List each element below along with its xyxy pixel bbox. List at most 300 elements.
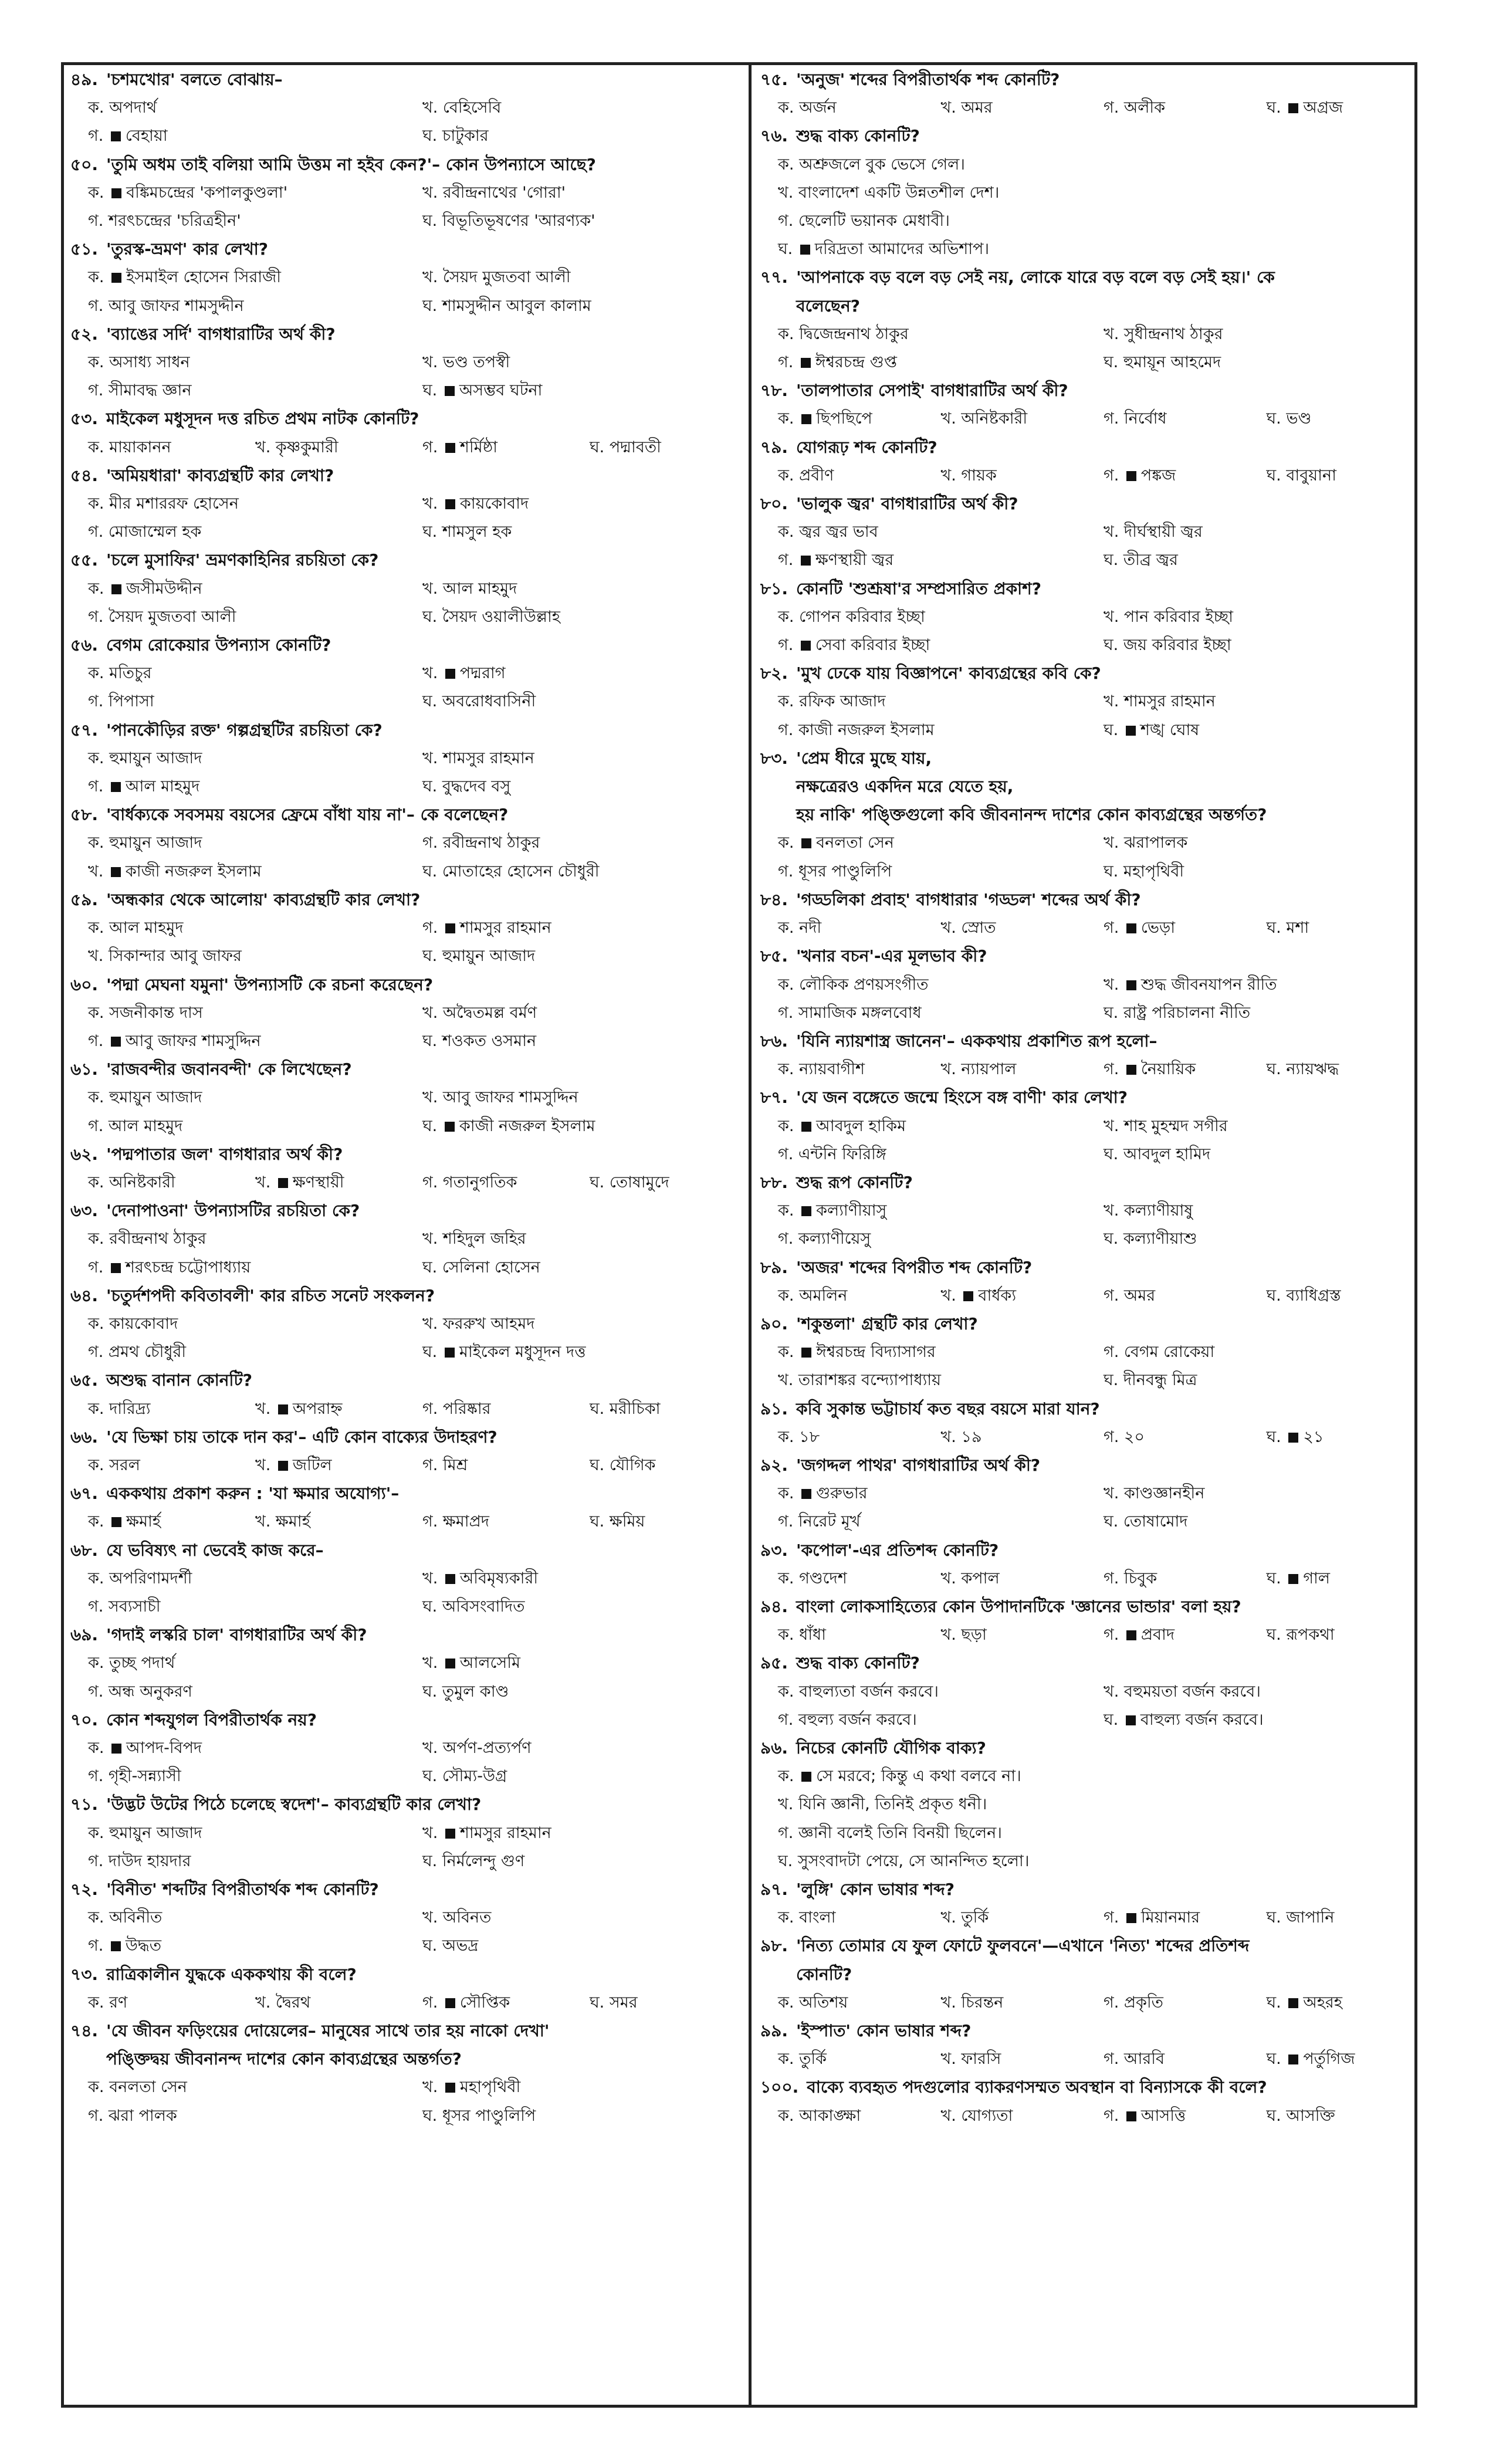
answer-option bbox=[760, 546, 1086, 574]
question-text bbox=[796, 1932, 1412, 1988]
question-text bbox=[796, 744, 1412, 830]
option-text: সৈয়দ মুজতবা আলী bbox=[442, 268, 571, 287]
option-label: ঘ. bbox=[422, 607, 438, 626]
question-item bbox=[70, 1282, 739, 1367]
option-text: অর্জন bbox=[799, 99, 837, 117]
question-text-line: 'পানকৌড়ির রক্ত' গল্পগ্রন্থটির রচয়িতা কে? bbox=[106, 720, 383, 740]
option-text: ন্যায়বাগীশ bbox=[799, 1060, 865, 1079]
option-text: কায়কোবাদ bbox=[109, 1314, 178, 1333]
option-text: আবু জাফর শামসুদ্দীন bbox=[108, 296, 244, 315]
correct-answer-mark-icon bbox=[111, 1744, 121, 1754]
question-number: ৫৯. bbox=[70, 889, 98, 909]
option-text: সজনীকান্ত দাস bbox=[109, 1003, 203, 1022]
option-label: ক. bbox=[88, 1654, 104, 1673]
correct-answer-mark-icon bbox=[111, 273, 121, 283]
question-number: ৭৫. bbox=[760, 70, 788, 89]
option-label: ক. bbox=[88, 664, 104, 683]
option-text: দীর্ঘস্থায়ী জ্বর bbox=[1123, 523, 1203, 541]
option-row bbox=[70, 1678, 739, 1706]
question-number: ৯৭. bbox=[760, 1880, 788, 1899]
question-text bbox=[106, 546, 739, 574]
question-number: ৯৯. bbox=[760, 2021, 788, 2041]
option-row bbox=[70, 1762, 739, 1791]
option-label: গ. bbox=[1104, 2050, 1119, 2069]
option-row bbox=[70, 1027, 739, 1055]
option-text: কল্যাণীয়েসু bbox=[798, 1230, 871, 1248]
option-text: অনিষ্টকারী bbox=[109, 1173, 175, 1192]
option-label: গ. bbox=[1104, 1993, 1119, 2012]
question-number: ৪৯. bbox=[70, 70, 98, 89]
option-row bbox=[70, 1310, 739, 1338]
answer-option bbox=[405, 2102, 739, 2130]
question-text bbox=[106, 716, 739, 744]
correct-answer-mark-icon bbox=[1126, 726, 1136, 736]
option-text: সব্যসাচী bbox=[108, 1597, 161, 1616]
option-text: অমর bbox=[961, 99, 993, 117]
answer-option bbox=[1086, 858, 1412, 886]
option-label: ঘ. bbox=[422, 1031, 438, 1050]
answer-option bbox=[1086, 1706, 1412, 1734]
option-label: খ. bbox=[422, 664, 438, 683]
option-row bbox=[70, 179, 739, 207]
answer-option bbox=[760, 829, 1086, 857]
option-text: দ্বিজেন্দ্রনাথ ঠাকুর bbox=[799, 324, 909, 343]
correct-answer-mark-icon bbox=[111, 782, 121, 792]
option-text: মিশ্র bbox=[442, 1456, 468, 1474]
answer-option bbox=[70, 575, 405, 603]
option-row bbox=[70, 94, 739, 122]
answer-option bbox=[572, 434, 739, 462]
option-label: ক. bbox=[88, 1823, 104, 1842]
question-text bbox=[796, 2017, 1412, 2045]
question-text-line: যোগরূঢ় শব্দ কোনটি? bbox=[796, 437, 937, 457]
option-row bbox=[70, 829, 739, 857]
option-text: আবদুল হাকিম bbox=[816, 1116, 906, 1135]
option-label: খ. bbox=[422, 183, 438, 202]
right-question-column bbox=[760, 66, 1412, 2130]
question-stem bbox=[760, 1536, 1412, 1565]
option-label: ক. bbox=[88, 1456, 104, 1474]
question-item bbox=[70, 66, 739, 151]
answer-option bbox=[70, 1112, 405, 1140]
answer-option bbox=[70, 1565, 405, 1593]
option-text: প্রমথ চৌধুরী bbox=[108, 1343, 187, 1362]
answer-option bbox=[70, 122, 405, 150]
answer-option bbox=[405, 914, 739, 942]
option-text: ক্ষণস্থায়ী bbox=[292, 1173, 344, 1192]
option-text: সে মরবে; কিন্তু এ কথা বলবে না। bbox=[816, 1767, 1021, 1786]
answer-option bbox=[405, 263, 739, 292]
question-item bbox=[70, 1480, 739, 1536]
option-text: অশ্রুজলে বুক ভেসে গেল। bbox=[799, 155, 965, 174]
question-text bbox=[796, 122, 1412, 150]
answer-option bbox=[1249, 1423, 1412, 1451]
answer-option bbox=[405, 1508, 572, 1536]
option-text: আল মাহমুদ bbox=[442, 579, 517, 598]
option-row bbox=[70, 575, 739, 603]
answer-option bbox=[70, 1508, 238, 1536]
question-item bbox=[760, 263, 1412, 377]
question-item bbox=[760, 1395, 1412, 1451]
question-text-line: 'চতুর্দশপদী কবিতাবলী' কার রচিত সনেট সংকলন? bbox=[106, 1285, 435, 1305]
answer-option bbox=[405, 2073, 739, 2101]
question-text bbox=[796, 942, 1412, 970]
answer-option bbox=[760, 1565, 923, 1593]
question-stem bbox=[760, 1593, 1412, 1621]
option-label: ঘ. bbox=[590, 1993, 605, 2012]
question-text bbox=[796, 659, 1412, 688]
question-text bbox=[106, 1961, 739, 1989]
option-text: কাজী নজরুল ইসলাম bbox=[459, 1116, 595, 1135]
answer-option bbox=[760, 1508, 1086, 1536]
option-text: অসাধ্য সাধন bbox=[109, 353, 190, 372]
option-label: ঘ. bbox=[422, 1937, 438, 1955]
option-label: খ. bbox=[940, 1908, 956, 1927]
question-number: ৮৯. bbox=[760, 1257, 788, 1277]
question-number: ৫০. bbox=[70, 154, 99, 174]
option-row bbox=[760, 1112, 1412, 1140]
option-label: ঘ. bbox=[590, 1173, 605, 1192]
question-text-line: 'অমিয়ধারা' কাব্যগ্রন্থটি কার লেখা? bbox=[106, 465, 334, 485]
option-text: নিরেট মূর্খ bbox=[798, 1512, 861, 1531]
correct-answer-mark-icon bbox=[278, 1178, 288, 1188]
option-row bbox=[70, 1989, 739, 2017]
option-text: অগ্রজ bbox=[1303, 99, 1343, 117]
option-label: খ. bbox=[940, 409, 956, 428]
question-number: ৫১. bbox=[70, 239, 98, 259]
answer-option bbox=[70, 348, 405, 377]
question-text-line: 'চলে মুসাফির' ভ্রমণকাহিনির রচয়িতা কে? bbox=[106, 550, 379, 570]
question-item bbox=[70, 151, 739, 236]
question-stem bbox=[760, 1451, 1412, 1480]
question-number: ৭০. bbox=[70, 1710, 99, 1729]
option-label: খ. bbox=[1104, 1682, 1119, 1701]
question-stem bbox=[760, 1734, 1412, 1762]
correct-answer-mark-icon bbox=[801, 1348, 811, 1358]
question-text-line: 'শকুন্তলা' গ্রন্থটি কার লেখা? bbox=[796, 1314, 978, 1333]
option-label: গ. bbox=[88, 1116, 104, 1135]
option-text: ভণ্ড bbox=[1286, 409, 1312, 428]
option-text: রণ bbox=[109, 1993, 128, 2012]
option-text: রবীন্দ্রনাথ ঠাকুর bbox=[109, 1230, 207, 1248]
option-row bbox=[760, 1282, 1412, 1310]
option-row bbox=[70, 1593, 739, 1621]
answer-option bbox=[760, 1847, 1412, 1876]
question-item bbox=[760, 2073, 1412, 2130]
answer-option bbox=[1249, 1055, 1412, 1084]
question-text-line: 'রাজবন্দীর জবানবন্দী' কে লিখেছেন? bbox=[106, 1060, 352, 1079]
option-text: মিয়ানমার bbox=[1140, 1908, 1200, 1927]
correct-answer-mark-icon bbox=[445, 1998, 455, 2008]
question-stem bbox=[760, 1254, 1412, 1282]
question-item bbox=[70, 631, 739, 716]
option-label: খ. bbox=[88, 947, 104, 966]
option-row bbox=[760, 320, 1412, 348]
option-label: ঘ. bbox=[422, 1597, 438, 1616]
answer-option bbox=[760, 179, 1412, 207]
option-text: ন্যায়ঋদ্ধ bbox=[1286, 1060, 1339, 1079]
option-text: পরিষ্কার bbox=[442, 1399, 491, 1418]
option-label: গ. bbox=[1104, 1286, 1119, 1305]
option-label: ঘ. bbox=[422, 212, 438, 231]
question-stem bbox=[70, 631, 739, 659]
option-text: জয় করিবার ইচ্ছা bbox=[1123, 636, 1231, 655]
question-item bbox=[70, 1706, 739, 1791]
option-row bbox=[70, 688, 739, 716]
question-stem bbox=[70, 1055, 739, 1084]
option-text: অভদ্র bbox=[442, 1937, 479, 1955]
option-row bbox=[760, 829, 1412, 857]
option-text: মাইকেল মধুসূদন দত্ত bbox=[459, 1343, 586, 1362]
question-stem bbox=[760, 2073, 1412, 2101]
option-label: খ. bbox=[1104, 607, 1119, 626]
option-text: ১৮ bbox=[799, 1427, 820, 1446]
option-text: জটিল bbox=[292, 1456, 332, 1474]
option-label: ক. bbox=[88, 1908, 104, 1927]
question-number: ৬২. bbox=[70, 1144, 99, 1164]
correct-answer-mark-icon bbox=[1126, 1913, 1136, 1923]
question-text bbox=[796, 1593, 1412, 1621]
question-stem bbox=[70, 716, 739, 744]
option-label: ক. bbox=[778, 1116, 794, 1135]
option-row bbox=[70, 1225, 739, 1253]
option-text: বেহায়া bbox=[125, 127, 168, 145]
question-text bbox=[106, 2017, 739, 2073]
correct-answer-mark-icon bbox=[445, 669, 455, 679]
option-text: অপদার্থ bbox=[109, 99, 157, 117]
option-label: গ. bbox=[88, 212, 104, 231]
option-text: কল্যাণীয়াষু bbox=[1123, 1201, 1193, 1220]
answer-option bbox=[70, 1225, 405, 1253]
question-number: ৬৭. bbox=[70, 1484, 99, 1504]
option-text: আপদ-বিপদ bbox=[126, 1738, 202, 1757]
option-label: খ. bbox=[940, 1626, 956, 1644]
option-text: ধাঁধা bbox=[799, 1626, 827, 1644]
option-text: মহাপৃথিবী bbox=[1123, 862, 1184, 881]
option-row bbox=[70, 858, 739, 886]
question-number: ৭৯. bbox=[760, 437, 788, 457]
question-stem bbox=[70, 1366, 739, 1395]
option-text: ধূসর পাণ্ডুলিপি bbox=[798, 862, 892, 881]
correct-answer-mark-icon bbox=[278, 1461, 288, 1471]
answer-option bbox=[70, 1451, 238, 1480]
question-number: ৯৩. bbox=[760, 1540, 788, 1560]
option-text: সৌম্য-উগ্র bbox=[442, 1767, 507, 1786]
answer-option bbox=[70, 1819, 405, 1847]
option-label: খ. bbox=[422, 1003, 438, 1022]
option-label: খ. bbox=[422, 579, 438, 598]
option-text: ইসমাইল হোসেন সিরাজী bbox=[126, 268, 281, 287]
option-text: ২০ bbox=[1123, 1427, 1145, 1446]
option-row bbox=[760, 518, 1412, 546]
option-text: সুধীন্দ্রনাথ ঠাকুর bbox=[1123, 324, 1223, 343]
option-row bbox=[70, 1734, 739, 1762]
answer-option bbox=[1086, 1282, 1249, 1310]
answer-option bbox=[238, 1169, 405, 1197]
option-text: মোজাম্মেল হক bbox=[108, 523, 202, 541]
option-label: ঘ. bbox=[1104, 1371, 1119, 1390]
question-stem bbox=[70, 1961, 739, 1989]
question-number: ৯০. bbox=[760, 1314, 788, 1333]
answer-option bbox=[405, 1451, 572, 1480]
option-row bbox=[70, 1847, 739, 1876]
option-label: ক. bbox=[778, 1343, 794, 1362]
correct-answer-mark-icon bbox=[1126, 2111, 1136, 2121]
option-label: ঘ. bbox=[422, 523, 438, 541]
answer-option bbox=[70, 1338, 405, 1366]
option-text: ধূসর পাণ্ডুলিপি bbox=[442, 2106, 536, 2125]
option-row bbox=[760, 1904, 1412, 1932]
option-text: প্রকৃতি bbox=[1123, 1993, 1163, 2012]
answer-option bbox=[923, 1423, 1087, 1451]
option-text: মায়াকানন bbox=[109, 438, 171, 456]
answer-option bbox=[1086, 94, 1249, 122]
option-text: বনলতা সেন bbox=[816, 834, 894, 852]
option-row bbox=[760, 631, 1412, 659]
option-label: গ. bbox=[1104, 1343, 1119, 1362]
option-label: ক. bbox=[778, 523, 794, 541]
option-text: আবু জাফর শামসুদ্দিন bbox=[442, 1088, 578, 1107]
option-text: শাহ মুহম্মদ সগীর bbox=[1123, 1116, 1228, 1135]
option-label: ক. bbox=[778, 834, 794, 852]
option-label: ক. bbox=[88, 1173, 104, 1192]
answer-option bbox=[760, 2045, 923, 2073]
option-label: ক. bbox=[88, 579, 104, 598]
correct-answer-mark-icon bbox=[445, 2083, 455, 2093]
option-label: গ. bbox=[778, 1145, 794, 1163]
answer-option bbox=[1086, 1904, 1249, 1932]
question-item bbox=[760, 1169, 1412, 1254]
option-text: বহুময়তা বর্জন করবে। bbox=[1123, 1682, 1261, 1701]
option-text: পদ্মাবতী bbox=[609, 438, 661, 456]
question-text bbox=[106, 66, 739, 94]
option-row bbox=[70, 659, 739, 688]
question-number: ৮১. bbox=[760, 578, 788, 598]
option-label: খ. bbox=[422, 1569, 438, 1588]
answer-option bbox=[70, 2073, 405, 2101]
correct-answer-mark-icon bbox=[1126, 1065, 1136, 1075]
option-label: গ. bbox=[88, 607, 104, 626]
answer-option bbox=[760, 1904, 923, 1932]
answer-option bbox=[405, 575, 739, 603]
question-text bbox=[106, 1055, 739, 1084]
option-text: বার্ধক্য bbox=[978, 1286, 1017, 1305]
option-label: ক. bbox=[88, 1569, 104, 1588]
option-label: গ. bbox=[1104, 409, 1119, 428]
answer-option bbox=[238, 1451, 405, 1480]
question-text-line: কোনটি? bbox=[796, 1964, 852, 1984]
question-item bbox=[70, 546, 739, 631]
option-text: অমলিন bbox=[799, 1286, 848, 1305]
answer-option bbox=[405, 1593, 739, 1621]
option-row bbox=[760, 603, 1412, 631]
option-text: যিনি জ্ঞানী, তিনিই প্রকৃত ধনী। bbox=[798, 1795, 987, 1814]
option-row bbox=[760, 1366, 1412, 1395]
question-text-line: 'তুরস্ক-ভ্রমণ' কার লেখা? bbox=[106, 239, 268, 259]
option-label: ঘ. bbox=[1104, 862, 1119, 881]
option-text: দাউদ হায়দার bbox=[108, 1852, 191, 1870]
question-text bbox=[796, 490, 1412, 518]
option-row bbox=[760, 1706, 1412, 1734]
question-text bbox=[106, 1621, 739, 1649]
option-text: রফিক আজাদ bbox=[799, 692, 886, 711]
option-text: মশা bbox=[1286, 919, 1309, 937]
option-label: খ. bbox=[1104, 692, 1119, 711]
option-row bbox=[760, 971, 1412, 999]
answer-option bbox=[70, 659, 405, 688]
answer-option bbox=[572, 1508, 739, 1536]
answer-option bbox=[760, 1819, 1412, 1847]
option-text: আবদুল হামিদ bbox=[1123, 1145, 1211, 1163]
option-label: খ. bbox=[1104, 1116, 1119, 1135]
question-text-line: হয় নাকি' পঙ্ক্তিগুলো কবি জীবনানন্দ দাশের কোন কাব্যগ্রন্থের অন্তর্গত? bbox=[796, 805, 1267, 825]
option-label: গ. bbox=[88, 1767, 104, 1786]
question-text bbox=[106, 1536, 739, 1565]
answer-option bbox=[760, 462, 923, 490]
option-text: গুরুভার bbox=[816, 1484, 868, 1503]
option-text: শামসুর রাহমান bbox=[1123, 692, 1216, 711]
option-label: খ. bbox=[940, 1993, 956, 2012]
question-number: ৯৬. bbox=[760, 1738, 788, 1758]
option-label: ঘ. bbox=[1104, 720, 1119, 739]
answer-option bbox=[760, 971, 1086, 999]
option-row bbox=[760, 1338, 1412, 1366]
option-label: গ. bbox=[1104, 466, 1119, 485]
option-text: হুমায়ুন আজাদ bbox=[109, 749, 202, 767]
question-item bbox=[760, 1536, 1412, 1593]
answer-option bbox=[405, 1395, 572, 1423]
answer-option bbox=[923, 405, 1087, 433]
question-stem bbox=[760, 575, 1412, 603]
correct-answer-mark-icon bbox=[801, 838, 811, 848]
answer-option bbox=[405, 829, 739, 857]
question-item bbox=[760, 490, 1412, 575]
option-label: ঘ. bbox=[1104, 1230, 1119, 1248]
answer-option bbox=[70, 1593, 405, 1621]
option-text: অন্ধ অনুকরণ bbox=[108, 1682, 192, 1701]
option-text: তুর্কি bbox=[799, 2050, 827, 2069]
question-text-line: বাংলা লোকসাহিত্যের কোন উপাদানটিকে 'জ্ঞানের ভান্ডার' বলা হয়? bbox=[796, 1596, 1241, 1616]
answer-option bbox=[405, 179, 739, 207]
correct-answer-mark-icon bbox=[278, 1404, 288, 1414]
option-text: নির্মলেন্দু গুণ bbox=[442, 1852, 525, 1870]
option-label: গ. bbox=[778, 1710, 794, 1729]
question-number: ৭৪. bbox=[70, 2021, 99, 2041]
option-text: অনিষ্টকারী bbox=[961, 409, 1028, 428]
option-text: কপাল bbox=[961, 1569, 1000, 1588]
question-item bbox=[70, 1366, 739, 1423]
question-number: ৮০. bbox=[760, 494, 788, 514]
correct-answer-mark-icon bbox=[445, 1574, 455, 1584]
correct-answer-mark-icon bbox=[1288, 1998, 1298, 2008]
question-stem bbox=[760, 1310, 1412, 1338]
correct-answer-mark-icon bbox=[111, 867, 121, 877]
answer-option bbox=[923, 1055, 1087, 1084]
answer-option bbox=[405, 1904, 739, 1932]
answer-option bbox=[70, 1254, 405, 1282]
question-text bbox=[106, 1480, 739, 1508]
option-text: শরৎচন্দ্র চট্টোপাধ্যায় bbox=[125, 1258, 251, 1277]
question-number: ৯৫. bbox=[760, 1653, 788, 1673]
question-item bbox=[70, 405, 739, 461]
answer-option bbox=[70, 2102, 405, 2130]
option-text: ক্ষমার্হ bbox=[275, 1512, 310, 1531]
option-row bbox=[70, 292, 739, 320]
answer-option bbox=[405, 518, 739, 546]
question-text bbox=[796, 1169, 1412, 1197]
answer-option bbox=[760, 603, 1086, 631]
option-label: খ. bbox=[940, 466, 956, 485]
